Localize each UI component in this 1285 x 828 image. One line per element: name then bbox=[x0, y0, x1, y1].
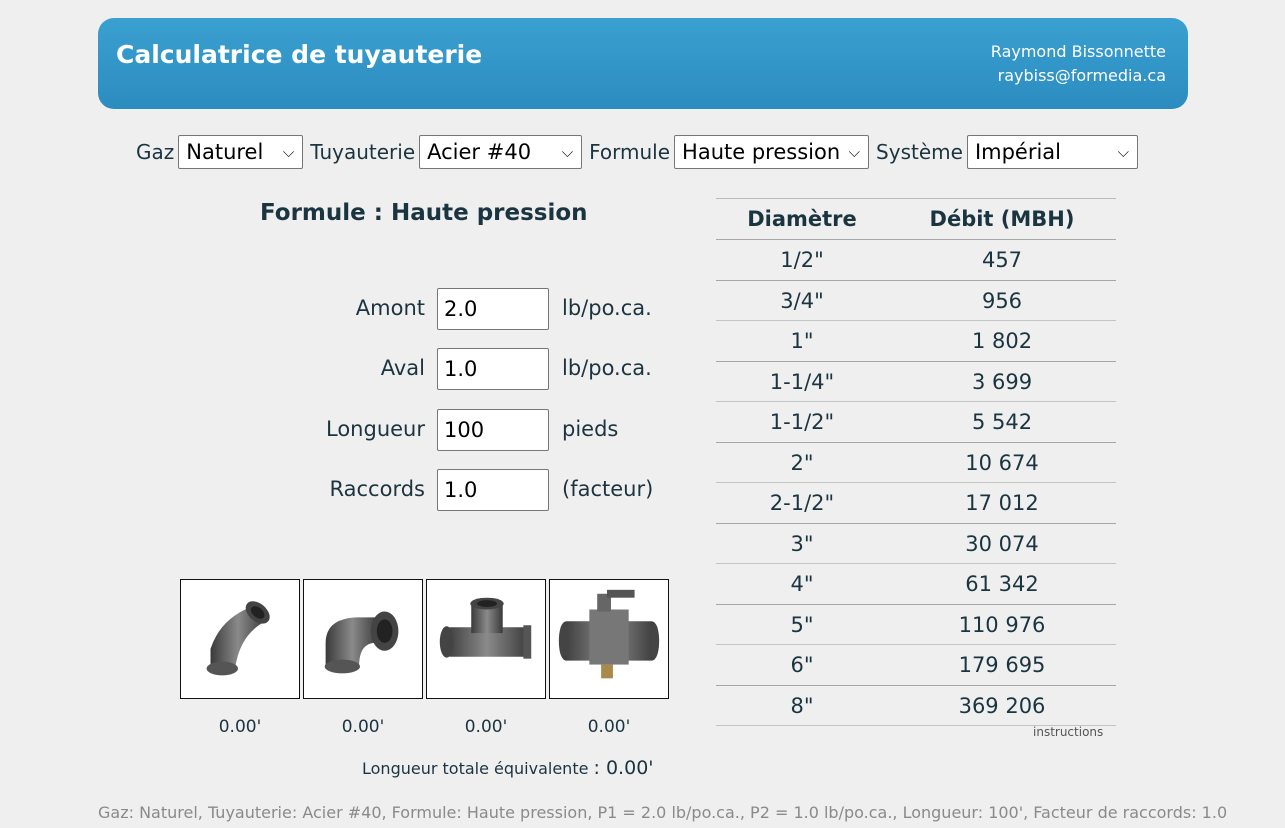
aval-unit: lb/po.ca. bbox=[562, 356, 652, 380]
formule-select[interactable] bbox=[674, 135, 869, 169]
table-row bbox=[716, 645, 1116, 686]
table-row bbox=[716, 564, 1116, 605]
author-name: Raymond Bissonnette bbox=[990, 42, 1166, 61]
table-row bbox=[716, 483, 1116, 524]
cell-debit: 179 695 bbox=[958, 653, 1046, 677]
header-debit: Débit (MBH) bbox=[929, 207, 1075, 231]
amont-label: Amont bbox=[355, 296, 425, 320]
table-row bbox=[716, 443, 1116, 484]
cell-debit: 61 342 bbox=[965, 572, 1039, 596]
cell-debit: 369 206 bbox=[958, 693, 1046, 718]
total-label: Longueur totale équivalente bbox=[362, 759, 589, 778]
gaz-label: Gaz bbox=[136, 140, 175, 164]
table-row bbox=[716, 240, 1116, 281]
cell-diametre: 3/4" bbox=[780, 288, 824, 313]
cell-debit: 3 699 bbox=[971, 369, 1033, 394]
raccords-label: Raccords bbox=[329, 477, 425, 501]
gaz-select-value: Naturel bbox=[186, 140, 264, 164]
table-row bbox=[716, 524, 1116, 565]
chevron-down-icon: ⌵ bbox=[1117, 143, 1129, 161]
cell-diametre: 1" bbox=[790, 329, 814, 353]
fitting-tee[interactable] bbox=[426, 579, 546, 699]
results-table bbox=[716, 198, 1116, 726]
longueur-label: Longueur bbox=[326, 417, 425, 441]
instructions-link[interactable]: instructions bbox=[1033, 725, 1104, 739]
aval-input[interactable]: 1.0 bbox=[437, 348, 549, 390]
tuyauterie-select[interactable] bbox=[419, 135, 582, 169]
formule-label: Formule bbox=[589, 140, 671, 164]
input-row-amont bbox=[0, 288, 700, 330]
cell-diametre: 3" bbox=[790, 531, 814, 556]
valve-icon bbox=[550, 580, 668, 698]
author-email[interactable]: raybiss@formedia.ca bbox=[997, 66, 1166, 85]
longueur-unit: pieds bbox=[562, 417, 619, 441]
cell-diametre: 1-1/2" bbox=[769, 410, 835, 434]
formula-title: Formule : Haute pression bbox=[260, 200, 588, 226]
amont-unit: lb/po.ca. bbox=[562, 296, 652, 320]
tuyauterie-label: Tuyauterie bbox=[310, 140, 416, 164]
total-equivalent-length bbox=[362, 757, 654, 779]
cell-debit: 1 802 bbox=[971, 329, 1033, 353]
table-row bbox=[716, 321, 1116, 362]
fitting-elbow-90[interactable] bbox=[303, 579, 423, 699]
input-row-aval bbox=[0, 348, 700, 390]
cell-debit: 10 674 bbox=[965, 450, 1039, 475]
aval-label: Aval bbox=[380, 356, 425, 380]
summary-text: Gaz: Naturel, Tuyauterie: Acier #40, Formule: Haute pression, P1 = 2.0 lb/po.ca., P2 = 1.0 lb/po.ca., Longueur: 100', Facteur de raccords: 1.0 bbox=[98, 803, 1228, 822]
fitting-valve[interactable] bbox=[549, 579, 669, 699]
chevron-down-icon: ⌵ bbox=[282, 143, 295, 161]
input-row-longueur bbox=[0, 409, 700, 451]
table-row bbox=[716, 686, 1116, 727]
cell-debit: 457 bbox=[981, 248, 1023, 272]
cell-diametre: 4" bbox=[790, 572, 814, 596]
cell-diametre: 2" bbox=[790, 450, 814, 475]
raccords-unit: (facteur) bbox=[562, 477, 654, 501]
table-row bbox=[716, 281, 1116, 322]
cell-debit: 110 976 bbox=[958, 612, 1046, 637]
tuyauterie-select-value: Acier #40 bbox=[427, 140, 532, 164]
cell-debit: 30 074 bbox=[965, 531, 1039, 556]
elbow-45-icon bbox=[181, 580, 299, 698]
cell-diametre: 6" bbox=[790, 653, 814, 677]
input-row-raccords bbox=[0, 469, 700, 511]
table-row bbox=[716, 402, 1116, 443]
cell-debit: 956 bbox=[981, 288, 1023, 313]
header-diametre: Diamètre bbox=[747, 207, 857, 231]
fitting-length-1: 0.00' bbox=[218, 717, 262, 737]
raccords-input[interactable]: 1.0 bbox=[437, 469, 549, 511]
fitting-elbow-45[interactable] bbox=[180, 579, 300, 699]
cell-diametre: 2-1/2" bbox=[769, 491, 835, 515]
table-header bbox=[716, 198, 1116, 240]
cell-diametre: 8" bbox=[790, 693, 814, 718]
table-row bbox=[716, 362, 1116, 403]
systeme-select-value: Impérial bbox=[974, 140, 1062, 164]
elbow-90-icon bbox=[304, 580, 422, 698]
tee-icon bbox=[427, 580, 545, 698]
app-title: Calculatrice de tuyauterie bbox=[116, 40, 483, 69]
chevron-down-icon: ⌵ bbox=[848, 143, 861, 161]
amont-input[interactable]: 2.0 bbox=[437, 288, 549, 330]
cell-diametre: 5" bbox=[790, 612, 814, 637]
gaz-select[interactable] bbox=[178, 135, 303, 169]
cell-diametre: 1-1/4" bbox=[769, 369, 835, 394]
total-value: : 0.00' bbox=[593, 757, 654, 779]
chevron-down-icon: ⌵ bbox=[561, 143, 574, 161]
header-banner bbox=[98, 18, 1188, 109]
cell-debit: 17 012 bbox=[965, 491, 1039, 515]
systeme-label: Système bbox=[876, 140, 963, 164]
table-body bbox=[716, 240, 1116, 726]
formule-select-value: Haute pression bbox=[682, 140, 841, 164]
fitting-length-2: 0.00' bbox=[341, 717, 385, 737]
cell-debit: 5 542 bbox=[971, 410, 1033, 434]
fitting-length-4: 0.00' bbox=[587, 717, 631, 737]
cell-diametre: 1/2" bbox=[780, 248, 824, 272]
author-info bbox=[991, 40, 1166, 88]
longueur-input[interactable]: 100 bbox=[437, 409, 549, 451]
settings-toolbar bbox=[136, 133, 1145, 171]
fitting-length-3: 0.00' bbox=[464, 717, 508, 737]
systeme-select[interactable] bbox=[967, 135, 1138, 169]
table-row bbox=[716, 605, 1116, 646]
